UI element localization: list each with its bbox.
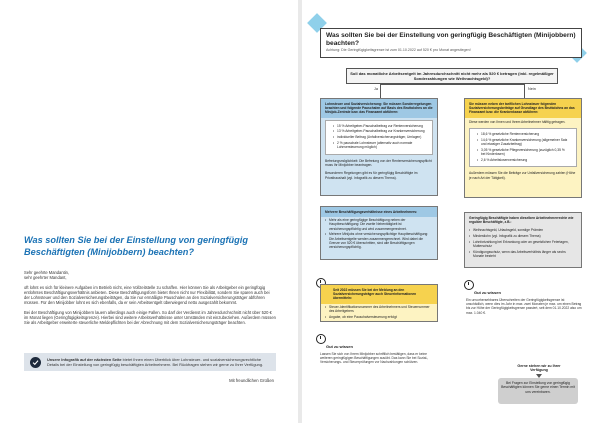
reporting-box bbox=[320, 284, 438, 322]
clock-icon bbox=[464, 280, 474, 290]
list-item: • Lohnfortzahlung bei Erkrankung oder an gesetzlichen Feiertagen, Mutterschutz bbox=[469, 240, 577, 248]
accident-insurance-note: Außerdem müssen Sie die Beiträge zur Unfallversicherung zahlen (Höhe je nach Art der Tätigkeit). bbox=[469, 171, 576, 180]
household-note: Besonderen Regelungen gibt es für geringfügig Beschäftigte im Privathaushalt (vgl. Infografik zu diesem Thema). bbox=[325, 171, 418, 180]
employee-rights-header: Geringfügig Beschäftigte haben dieselben Arbeitnehmerrechte wie reguläre Beschäftigte, z.B.: bbox=[469, 216, 574, 225]
help-label: Gerne stehen wir zu Ihrer Verfügung bbox=[517, 364, 561, 373]
infographic-title bbox=[320, 28, 582, 58]
list-item: • Steuer-Identifikationsnummer des Arbeitnehmers und Steuernummer des Arbeitgebers bbox=[325, 305, 433, 313]
multiple-jobs-header: Mehrere Beschäftigungsverhältnisse eines Arbeitnehmers: bbox=[321, 207, 437, 217]
list-item: • Mehr als eine geringfügige Beschäftigung neben der Hauptbeschäftigung: Die zweite Nebentätigkeit ist versicherungspflichtig und wird zusammengerechnet. bbox=[325, 218, 433, 231]
multiple-jobs-box bbox=[320, 206, 438, 260]
regular-employment-intro: Diese werden von Ihnen und Ihrem Arbeitnehmer hälftig getragen. bbox=[469, 119, 566, 124]
list-item: • individueller Beitrag (Unfallversicherungsträger, Umlagen) bbox=[333, 135, 425, 139]
list-item: • 18,6 % gesetzliche Rentenversicherung bbox=[477, 132, 569, 136]
regular-employment-header: Sie müssen neben der tariflichen Lohnsteuer folgenden Sozialversicherungsbeiträge auf Grundlage des Bruttolohns an das Finanzamt bzw. die Krankenkasse abführen: bbox=[465, 99, 581, 118]
good-to-know-text: Ein unvorhersehbares Überschreiten der Geringfügigkeitsgrenze ist unschädlich, wenn dies im Jahr in max. zwei Monaten je max. um einen Betrag bis zur Höhe der Geringfügigkeitsgrenze passiert, seit dem 01.10.2022 also um max. 1.040 €. bbox=[466, 298, 582, 315]
decision-question: Soll das monatliche Arbeitsentgelt im Jahresdurchschnitt nicht mehr als 520 € betragen (inkl. regelmäßiger Sonderzahlungen wie Weihnachtsgeld)? bbox=[346, 68, 558, 84]
infographic-heading: Was sollten Sie bei der Einstellung von geringfügig Beschäftigten (Minijobbern) beachten? bbox=[326, 32, 576, 47]
infographic-subtitle: Achtung: Die Geringfügigkeitsgrenze ist zum 01.10.2022 auf 520 € pro Monat angestiegen! bbox=[326, 48, 471, 53]
good-to-know-text: Lassen Sie sich von Ihrem Minijobber schriftlich bestätigen, dass er keine weiteren geringfügigen Beschäftigungen ausübt. Das kann Sie bei Sozial-, Versicherungs- und Steuerprüfungen vor Nachzahlungen schützen. bbox=[320, 352, 429, 365]
list-item: • 3,05 % gesetzliche Pflegeversicherung (zuzüglich 0,35 % bei Kinderlosen) bbox=[477, 148, 569, 156]
closing: Mit freundlichen Grüßen bbox=[229, 378, 274, 383]
connector-line bbox=[380, 84, 524, 85]
good-to-know-title: Gut zu wissen bbox=[474, 290, 501, 295]
help-box: Bei Fragen zur Einstellung von geringfügig Beschäftigten können Sie gerne einen Termin mit uns vereinbaren. bbox=[498, 378, 578, 404]
minijob-header: Lohnsteuer und Sozialversicherung: Sie müssen Sonderregelungen beachten und folgende Pauschalen auf Basis des Bruttolohns an die Minijob-Zentrale bzw. das Finanzamt abführen: bbox=[321, 99, 437, 118]
notice-text bbox=[47, 357, 270, 367]
page-title: Was sollten Sie bei der Einstellung von geringfügig Beschäftigten (Minijobbern) beachten? bbox=[24, 235, 248, 257]
list-item: • Kündigungsschutz, wenn das Arbeitsverhältnis länger als sechs Monate besteht bbox=[469, 250, 577, 258]
no-label: Nein bbox=[528, 87, 536, 91]
notice-bold: Unsere Infografik auf der nächsten Seite bbox=[47, 357, 122, 362]
yes-label: Ja bbox=[374, 87, 379, 91]
list-item: • Mehrere Minijobs ohne versicherungspflichtige Hauptbeschäftigung: Die Arbeitsentgelte werden zusammengerechnet. Wird dabei die Grenze von 520 € überschritten, sind alle Beschäftigungen versicherungspflichtig. bbox=[325, 232, 433, 249]
list-item: • Angabe, ob eine Pauschalversteuerung erfolgt bbox=[325, 315, 433, 319]
reporting-header: Seit 2022 müssen Sie bei der Meldung an den Sozialversicherungsträger auch Steuerinformationen übermitteln: bbox=[321, 285, 437, 304]
list-item: • 2 % pauschale Lohnsteuer (alternativ auch normale Lohnversteuerung möglich) bbox=[333, 141, 425, 149]
minijob-box bbox=[320, 98, 438, 196]
letter-body bbox=[24, 270, 276, 330]
connector-line bbox=[380, 84, 381, 98]
check-circle-icon bbox=[30, 357, 41, 368]
list-item: • Mindestlohn (vgl. Infografik zu diesem Thema) bbox=[469, 234, 577, 238]
paragraph-intro: oft lohnt es sich für kleinere Aufgaben im Betrieb nicht, eine Vollzeitstelle zu schaffen. Hier können Sie als Arbeitgeber ein geringfügig entlohntes Beschäftigungsverhältnis anbieten. Diese Beschäftigungsform bietet Ihnen nicht nur Flexibilität, sondern Sie sparen auch bei der Lohnsteuer und den Sozialversicherungsbeiträgen, da Sie nur ermäßigte Pauschalen an den Sozialversicherungsträger abführen müssen. Für den Minijobber lohnt es sich ebenfalls, da er sein Arbeitsentgelt überwiegend netto ausgezahlt bekommt. bbox=[24, 284, 270, 306]
list-item: • 2,6 % Arbeitslosenversicherung bbox=[477, 158, 569, 162]
regular-employment-box bbox=[464, 98, 582, 198]
list-item: • 15 % Arbeitgeber-Pauschalbeitrag zur Rentenversicherung bbox=[333, 124, 425, 128]
greeting-line-2: sehr geehrter Mandant, bbox=[24, 275, 67, 281]
clock-icon bbox=[316, 334, 326, 344]
list-item: • Weihnachtsgeld, Urlaubsgeld, sonstige Prämien bbox=[469, 228, 577, 232]
list-item: • 13 % Arbeitgeber-Pauschalbeitrag zur Krankenversicherung bbox=[333, 129, 425, 133]
good-to-know-title: Gut zu wissen bbox=[326, 344, 353, 349]
notice-rest: bietet Ihnen einen Überblick über Lohnsteuer- und sozialversicherungsrechtliche Details bei der Einstellung von geringfügig beschäftigten Arbeitnehmern. Bei Rückfragen stehen wir gerne zu Ihrer Verfügung. bbox=[47, 357, 264, 367]
infographic-notice bbox=[24, 353, 276, 371]
list-item: • 14,6 % gesetzliche Krankenversicherung (allgemeiner Satz und etwaiger Zusatzbeitrag) bbox=[477, 138, 569, 146]
contribution-list bbox=[469, 128, 577, 168]
right-page bbox=[302, 0, 600, 423]
exemption-note: Befreiungsmöglichkeit: Die Befreiung von der Rentenversicherungspflicht muss Ihr Minijobber beantragen. bbox=[325, 159, 432, 168]
paragraph-risks: Bei der Beschäftigung von Minijobbern lauern allerdings auch einige Fallen. So darf der Verdienst im Jahresdurchschnitt nicht über 520 € im Monat liegen (Geringfügigkeitsgrenze). Hierbei sind weitere Arbeitsverhältnisse unter Umständen mit einzubeziehen. Außerdem müssen Sie als Arbeitgeber erweiterte steuerliche Meldepflichten bei der Abrechnung mit dem Sozialversicherungsträger beachten. bbox=[24, 309, 276, 326]
connector-line bbox=[524, 84, 525, 98]
contribution-list bbox=[325, 120, 433, 155]
employee-rights-box bbox=[464, 212, 582, 268]
greeting-line-1: Sehr geehrte Mandantin, bbox=[24, 270, 70, 275]
left-page bbox=[0, 0, 298, 423]
